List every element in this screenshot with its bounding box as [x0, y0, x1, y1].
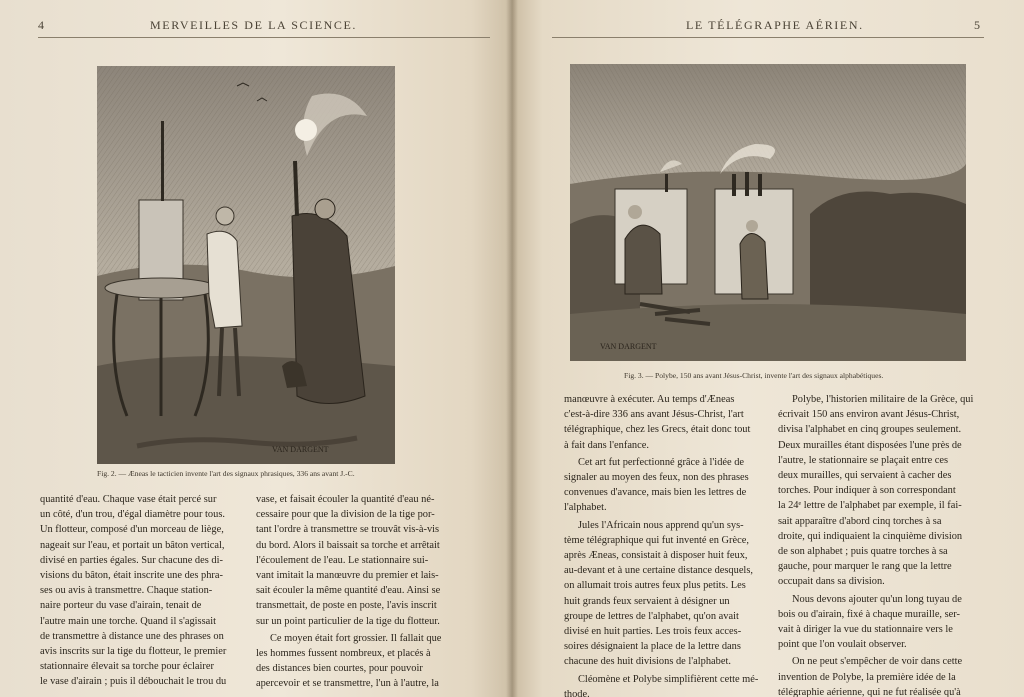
left-column-1	[40, 492, 246, 690]
text-line: Deux murailles étant disposées l'une près de	[778, 439, 962, 451]
text-line: deux murailles, qui servaient à cacher des	[778, 470, 952, 482]
page-number-right: 5	[974, 18, 982, 32]
text-line: gauche, pour marquer le rang que la lettre	[778, 561, 952, 573]
text-line: Jules l'Africain nous apprend qu'un sys-	[578, 519, 744, 531]
text-line: visions du bâton, était inscrite une des phra-	[40, 570, 223, 582]
text-line: cessaire pour que la division de la tige por-	[256, 509, 435, 521]
text-line: Nous devons ajouter qu'un long tuyau de	[792, 593, 962, 605]
figure-3-engraving	[570, 64, 966, 361]
text-line: télégraphique, chez les Grecs, était donc tout	[564, 424, 751, 436]
artist-signature-right: VAN DARGENT	[600, 342, 657, 351]
text-line: c'est-à-dire 336 ans avant Jésus-Christ, l'art	[564, 409, 744, 421]
text-line: droite, qui indiquaient la cinquième division	[778, 530, 963, 542]
text-line: divisa l'alphabet en cinq groupes seulement.	[778, 424, 962, 436]
text-line: Cléomène et Polybe simplifièrent cette mé-	[578, 673, 759, 685]
text-line: naire porteur du vase d'airain, tenait de	[40, 600, 202, 612]
text-line: apercevoir et se transmettre, l'un à l'autre, la	[256, 678, 439, 690]
text-line: tème télégraphique qui fut inventé en Grèce,	[564, 534, 749, 546]
text-line: l'alphabet.	[564, 502, 607, 514]
text-line: huit grands feux servaient à désigner un	[564, 595, 730, 607]
text-line: du bord. Alors il baissait sa torche et arrêtait	[256, 539, 440, 551]
figure-3-caption: Fig. 3. — Polybe, 150 ans avant Jésus-Christ, invente l'art des signaux alphabétiques.	[624, 371, 884, 380]
text-line: de son alphabet ; puis quatre torches à sa	[778, 546, 948, 558]
text-line: avis inscrits sur la tige du flotteur, le premier	[40, 646, 227, 658]
left-column-2	[256, 492, 460, 692]
running-head-left: MERVEILLES DE LA SCIENCE.	[150, 18, 358, 32]
text-line: Ce moyen était fort grossier. Il fallait que	[270, 632, 442, 644]
text-line: point que l'on voulait observer.	[778, 639, 907, 651]
text-line: l'autre main une torche. Quand il s'agissait	[40, 615, 217, 627]
header-rule-right	[552, 37, 984, 38]
figure-2-caption: Fig. 2. — Æneas le tacticien invente l'art des signaux phrasiques, 336 ans avant J.-C.	[97, 469, 355, 478]
text-line: thode.	[564, 688, 590, 697]
text-line: à fait dans l'enfance.	[564, 439, 649, 451]
text-line: des distances bien courtes, pour pouvoir	[256, 663, 423, 675]
text-line: Un flotteur, composé d'un morceau de liège,	[40, 524, 224, 536]
text-line: chacune des huit divisions de l'alphabet.	[564, 656, 731, 668]
text-line: quantité d'eau. Chaque vase était percé sur	[40, 494, 217, 505]
right-column-2	[778, 392, 986, 697]
text-line: On ne peut s'empêcher de voir dans cette	[792, 656, 963, 668]
text-line: télégraphie aérienne, qui ne fut réalisée qu'à	[778, 686, 961, 697]
text-line: soires désignaient la place de la lettre dans	[564, 641, 741, 653]
text-line: manœuvre à exécuter. Au temps d'Æneas	[564, 394, 735, 405]
text-line: occupait dans sa division.	[778, 576, 885, 588]
text-line: signaler au moyen des feux, non des phrases	[564, 472, 749, 484]
running-head-right: LE TÉLÉGRAPHE AÉRIEN.	[686, 18, 864, 32]
header-rule-left	[38, 37, 490, 38]
text-line: de transmettre à distance une des phrases on	[40, 630, 224, 642]
right-column-1	[564, 392, 770, 697]
text-line: vase, et faisait écouler la quantité d'eau né-	[256, 494, 435, 505]
book-gutter	[506, 0, 518, 697]
text-line: Cet art fut perfectionné grâce à l'idée de	[578, 456, 745, 468]
text-line: l'écoulement de l'eau. Le stationnaire sui-	[256, 554, 429, 566]
text-line: divisé en huit parties. Les trois feux acces-	[564, 626, 742, 638]
text-line: ses ou avis à transmettre. Chaque station-	[40, 585, 213, 597]
running-header-left	[0, 18, 512, 38]
text-line: nageait sur l'eau, et portait un bâton vertical,	[40, 539, 225, 551]
text-line: un côté, d'un trou, d'égal diamètre pour tous.	[40, 509, 225, 521]
text-line: groupe de lettres de l'alphabet, qu'on avait	[564, 610, 739, 622]
artist-signature-left: VAN DARGENT	[272, 445, 329, 454]
text-line: les hommes fussent nombreux, et placés à	[256, 648, 431, 660]
text-line: stationnaire élevait sa torche pour éclairer	[40, 661, 214, 673]
text-line: convenues d'avance, mais bien les lettres de	[564, 487, 747, 499]
text-line: divisé en parties égales. Sur chacune des di-	[40, 554, 223, 566]
figure-2-engraving	[97, 66, 395, 464]
text-line: le vase d'airain ; puis il débouchait le trou du	[40, 676, 227, 688]
text-line: torches. Pour indiquer à son correspondant	[778, 485, 956, 497]
text-line: transmettait, de poste en poste, l'avis inscrit	[256, 600, 437, 612]
text-line: bois ou d'airain, fixé à chaque muraille, ser-	[778, 608, 960, 620]
text-line: au-devant et à une certaine distance desquels,	[564, 565, 753, 577]
right-page	[512, 0, 1024, 697]
text-line: sait apparaître d'abord cinq torches à sa	[778, 515, 942, 527]
text-line: vait à diriger la vue du stationnaire vers le	[778, 624, 953, 636]
text-line: l'autre, le stationnaire se plaçait entre ces	[778, 454, 949, 466]
page-number-left: 4	[38, 18, 46, 32]
text-line: Polybe, l'historien militaire de la Grèce, qui	[792, 394, 974, 405]
text-line: vant imitait la manœuvre du premier et lais-	[256, 570, 439, 582]
text-line: sur un point particulier de la tige du flotteur.	[256, 615, 440, 627]
text-line: invention de Polybe, la première idée de la	[778, 671, 956, 683]
text-line: après Æneas, consistait à disposer huit feux,	[564, 550, 748, 562]
running-header-right	[512, 18, 1024, 38]
text-line: la 24ᵉ lettre de l'alphabet par exemple, il fai-	[778, 500, 962, 512]
text-line: sait écouler la même quantité d'eau. Ainsi se	[256, 585, 441, 597]
text-line: tant l'ordre à transmettre se trouvât vis-à-vis	[256, 524, 440, 536]
text-line: on allumait trois autres feux plus petits. Les	[564, 580, 746, 592]
text-line: écrivait 150 ans environ avant Jésus-Christ,	[778, 409, 960, 421]
